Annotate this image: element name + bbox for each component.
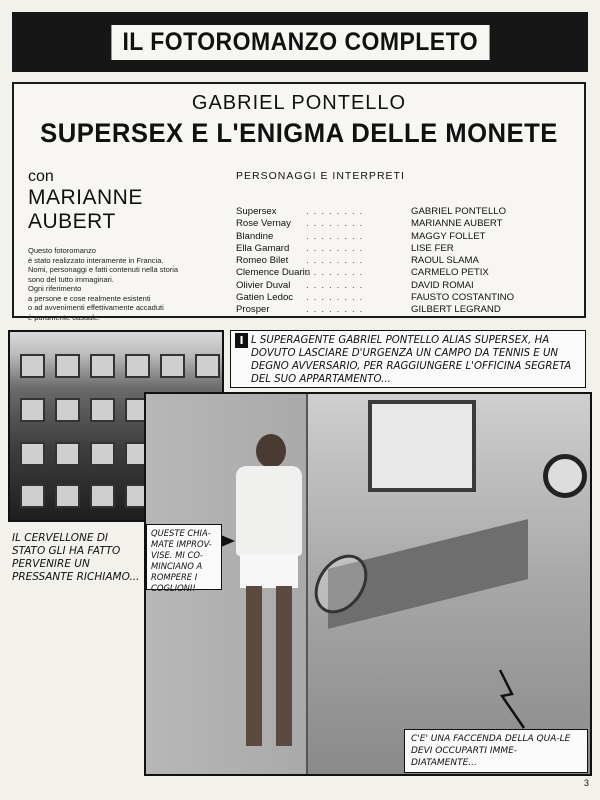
- author-name: GABRIEL PONTELLO: [191, 92, 407, 114]
- disclaimer-line: a persone e cose realmente esistenti: [28, 293, 151, 303]
- cast-actor: MAGGY FOLLET: [411, 230, 486, 242]
- cast-dots: ........: [306, 218, 368, 230]
- window: [20, 442, 45, 466]
- hero-shorts: [240, 554, 298, 588]
- window: [20, 398, 45, 422]
- cast-row: [236, 304, 586, 316]
- costar-name: [28, 186, 228, 234]
- cast-character: Clemence Duarin: [236, 267, 311, 279]
- narration-text: L SUPERAGENTE GABRIEL PONTELLO ALIAS SUPERSEX, HA DOVUTO LASCIARE D'URGENZA UN CAMPO DA TENNIS E UN DEGNO AVVERSARIO, PER RAGGIUNGERE L'OFFICINA SEGRETA DEL SUO APPARTAMENTO...: [251, 335, 572, 385]
- window: [20, 354, 45, 378]
- narration-caption: [230, 330, 586, 388]
- page-number: 3: [584, 778, 590, 788]
- cast-actor: MARIANNE AUBERT: [411, 218, 503, 230]
- hero-leg: [246, 586, 262, 746]
- window: [55, 354, 80, 378]
- window: [90, 354, 115, 378]
- cast-character: Supersex: [236, 206, 277, 217]
- side-caption: IL CERVELLONE DI STATO GLI HA FATTO PERVENIRE UN PRESSANTE RICHIAMO...: [12, 532, 140, 583]
- cast-dots: ........: [306, 206, 368, 217]
- cast-list: [236, 206, 586, 317]
- window: [20, 484, 45, 508]
- cast-dots: ........: [306, 304, 368, 316]
- disclaimer-line: Questo fotoromanzo: [28, 246, 96, 255]
- cast-actor: CARMELO PETIX: [411, 267, 489, 279]
- window: [90, 398, 115, 422]
- machine-speech-bubble: C'E' UNA FACCENDA DELLA QUA-LE DEVI OCCUPARTI IMME-DIATAMENTE...: [404, 729, 588, 773]
- hero-figure: [226, 434, 312, 764]
- cast-row: [236, 267, 586, 279]
- cast-actor: LISE FER: [411, 242, 454, 254]
- cast-row: [236, 206, 586, 218]
- drop-cap: I: [235, 333, 248, 348]
- disclaimer-line: è stato realizzato interamente in Francia.: [28, 255, 164, 265]
- cast-character: Prosper: [236, 304, 270, 316]
- cast-character: Olivier Duval: [236, 279, 291, 291]
- hero-head: [256, 434, 286, 468]
- monitor-screen: [368, 400, 476, 492]
- disclaimer: [28, 246, 228, 322]
- hero-speech-bubble: QUESTE CHIA-MATE IMPROV-VISE. MI CO-MINCIANO A ROMPERE I COGLIONI!: [146, 524, 222, 590]
- cast-actor: FAUSTO COSTANTINO: [411, 292, 515, 304]
- window-row: [20, 354, 220, 380]
- cast-character: Ella Gamard: [236, 242, 290, 254]
- cast-dots: ........: [306, 292, 368, 304]
- credits-box: [12, 82, 586, 322]
- disclaimer-line: o ad avvenimenti effettivamente accaduti: [28, 303, 164, 312]
- disclaimer-line: Ogni riferimento: [28, 284, 82, 293]
- window: [160, 354, 185, 378]
- hero-leg: [276, 586, 292, 746]
- lightning-bolt-icon: [494, 668, 534, 730]
- cast-character: Rose Vernay: [236, 218, 291, 230]
- cast-dots: ........: [306, 230, 368, 242]
- window: [90, 442, 115, 466]
- header-banner: [12, 12, 588, 72]
- cast-actor: GILBERT LEGRAND: [411, 304, 501, 316]
- cast-row: [236, 218, 586, 230]
- cast-actor: GABRIEL PONTELLO: [411, 206, 507, 217]
- cast-actor: DAVID ROMAI: [411, 279, 474, 291]
- cast-row: [236, 243, 586, 255]
- con-label: con: [28, 168, 54, 185]
- disclaimer-line: sono del tutto immaginari.: [28, 274, 114, 284]
- cast-actor: RAOUL SLAMA: [411, 255, 479, 267]
- costar-last: AUBERT: [28, 210, 116, 233]
- cast-character: Gatien Ledoc: [236, 292, 294, 304]
- hero-shirt: [236, 466, 302, 556]
- window: [55, 398, 80, 422]
- cast-row: [236, 280, 586, 292]
- cast-row: [236, 231, 586, 243]
- cast-row: [236, 255, 586, 267]
- window: [55, 442, 80, 466]
- window: [90, 484, 115, 508]
- cast-dots: ........: [306, 279, 368, 291]
- cast-heading: PERSONAGGI E INTERPRETI: [236, 170, 405, 182]
- window: [125, 354, 150, 378]
- disclaimer-line: Nomi, personaggi e fatti contenuti nella storia: [28, 265, 179, 274]
- disclaimer-line: è puramente casuale.: [28, 312, 101, 322]
- tape-reel: [543, 454, 587, 498]
- story-title: SUPERSEX E L'ENIGMA DELLE MONETE: [40, 118, 558, 148]
- cast-dots: ........: [306, 255, 368, 267]
- cast-dots: ........: [306, 242, 368, 254]
- cast-row: [236, 292, 586, 304]
- window: [195, 354, 220, 378]
- window: [55, 484, 80, 508]
- cast-character: Romeo Bilet: [236, 255, 289, 267]
- header-title: IL FOTOROMANZO COMPLETO: [111, 25, 489, 60]
- cast-dots: ........: [306, 267, 368, 279]
- costar-first: MARIANNE: [28, 186, 143, 209]
- cast-character: Blandine: [236, 230, 274, 242]
